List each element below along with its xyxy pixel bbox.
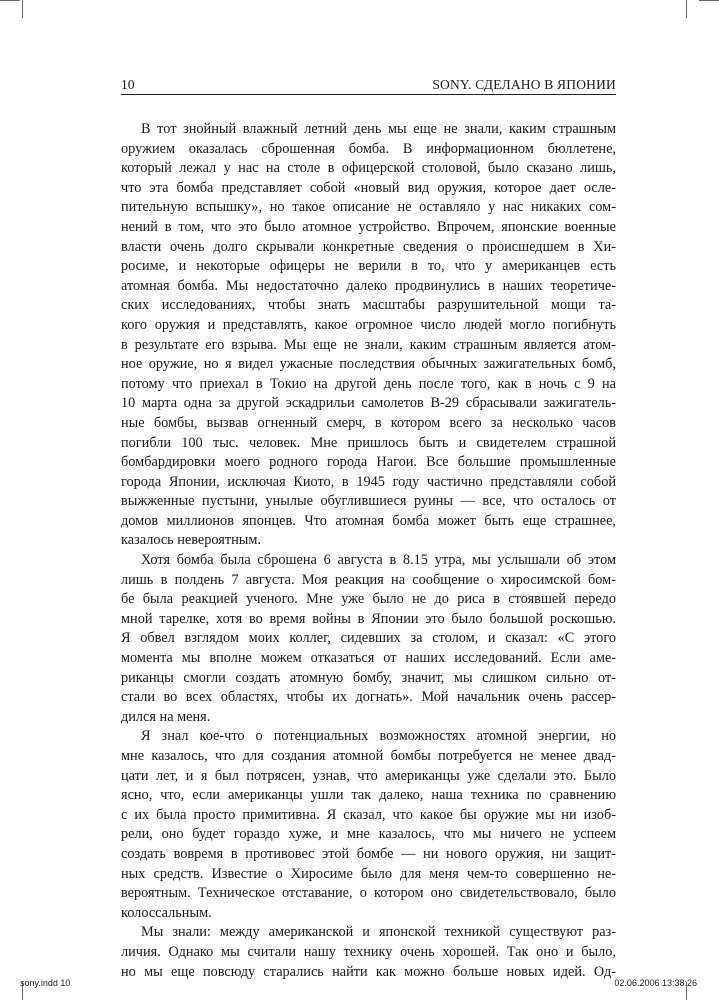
text-line: колоссальным.	[121, 904, 212, 921]
text-line: ских исследованиях, чтобы знать масштабы разрушительной мощи та-	[121, 297, 616, 314]
text-line: ясно, что, если американцы ушли так далеко, наша техника по сравнению	[121, 787, 616, 804]
text-line: бомбардировки моего родного города Нагои. Все большие промышленные	[121, 454, 616, 471]
text-line: лишь в полдень 7 августа. Моя реакция на сообщение о хиросимской бом-	[121, 571, 616, 588]
text-line: дился на меня.	[121, 708, 211, 725]
text-line: кого оружия и представлять, какое огромное число людей могло погибнуть	[121, 316, 616, 333]
text-line: риканцы смогли создать атомную бомбу, значит, мы слишком сильно от-	[121, 669, 616, 686]
text-line: погибли 100 тыс. человек. Мне пришлось быть и свидетелем страшной	[121, 434, 616, 451]
text-line: оружием оказалась сброшенная бомба. В информационном бюллетене,	[121, 140, 616, 157]
text-line: но мы еще повсюду старались найти как можно больше новых идей. Од-	[121, 963, 616, 980]
text-line: власти очень долго скрывали конкретные сведения о происшедшем в Хи-	[121, 238, 616, 255]
text-line: потому что приехал в Токио на другой день после того, как в ночь с 9 на	[121, 375, 616, 392]
text-line: атомная бомба. Мы недостаточно далеко продвинулись в наших теоретиче-	[121, 277, 616, 294]
text-line: который лежал у нас на столе в офицерской столовой, было сказано лишь,	[121, 160, 616, 177]
text-line: выжженные пустыни, унылые обуглившиеся руины — все, что осталось от	[121, 493, 616, 510]
text-line: казалось невероятным.	[121, 532, 262, 549]
text-line: цати лет, и я был потрясен, узнав, что американцы уже сделали это. Было	[121, 767, 616, 784]
text-line: ных средств. Известие о Хиросиме было для меня чем-то совершенно не-	[121, 865, 616, 882]
body-text	[121, 120, 616, 982]
text-line: мной тарелке, хотя во время войны в Японии это было большой роскошью.	[121, 610, 616, 627]
text-line: бе была реакцией ученого. Мне уже было не до риса в стоявшей передо	[121, 591, 616, 608]
slug-timestamp: 02.06.2006 13:38:26	[614, 978, 697, 988]
text-line: рели, оно будет гораздо хуже, и мне казалось, что мы ничего не успеем	[121, 826, 616, 843]
running-header	[121, 76, 616, 95]
text-line: Хотя бомба была сброшена 6 августа в 8.15 утра, мы услышали об этом	[141, 552, 616, 569]
text-line: стали во всех областях, чтобы их догнать». Мой начальник очень рассер-	[121, 689, 616, 706]
crop-mark-top-left-horizontal	[0, 0, 20, 1]
text-line: с их была просто примитивна. Я сказал, что какое бы оружие мы ни изоб-	[121, 806, 616, 823]
slug-file-info: sony.indd 10	[20, 978, 71, 988]
text-line: пительную вспышку», но такое описание не оставляло у нас никаких сом-	[121, 199, 616, 216]
text-line: мне казалось, что для создания атомной бомбы потребуется не менее двад-	[121, 748, 616, 764]
text-line: Я знал кое-что о потенциальных возможностях атомной энергии, но	[141, 728, 616, 745]
text-line: момента мы вполне можем отказаться от наших исследований. Если аме-	[121, 650, 616, 667]
page-number: 10	[121, 77, 135, 92]
text-line: вероятным. Техническое отставание, о котором оно свидетельствовало, было	[121, 885, 616, 902]
text-line: что эта бомба представляет собой «новый вид оружия, которое дает осле-	[121, 179, 616, 196]
text-line: ные бомбы, вызвав огненный смерч, в котором всего за несколько часов	[121, 414, 616, 431]
text-line: 10 марта одна за другой эскадрильи самолетов B-29 сбрасывали зажигатель-	[121, 395, 616, 412]
text-line: росиме, и некоторые офицеры не верили в то, что у американцев есть	[121, 258, 616, 275]
running-head-title: SONY. СДЕЛАНО В ЯПОНИИ	[432, 77, 616, 92]
text-line: домов миллионов японцев. Что атомная бомба может быть еще страшнее,	[121, 512, 616, 529]
text-line: ное оружие, но я видел ужасные последствия обычных зажигательных бомб,	[121, 356, 616, 373]
text-line: создать вовремя в противовес этой бомбе — ни нового оружия, ни защит-	[121, 845, 616, 862]
text-line: личия. Однако мы считали нашу технику очень хорошей. Так оно и было,	[121, 943, 616, 960]
text-line: Я обвел взглядом моих коллег, сидевших за столом, и сказал: «С этого	[121, 630, 616, 647]
crop-mark-top-left	[22, 0, 23, 18]
text-line: Мы знали: между американской и японской техникой существуют раз-	[141, 924, 616, 941]
text-line: города Японии, исключая Киото, в 1945 году частично представляли собой	[121, 473, 616, 490]
text-line: в результате его взрыва. Мы еще не знали, каким страшным является атом-	[121, 336, 616, 353]
crop-mark-top-right	[686, 0, 687, 18]
text-line: нений в том, что это было атомное устройство. Впрочем, японские военные	[121, 218, 616, 235]
crop-mark-top-right-horizontal	[699, 0, 719, 1]
text-line: В тот знойный влажный летний день мы еще не знали, каким страшным	[141, 121, 616, 137]
